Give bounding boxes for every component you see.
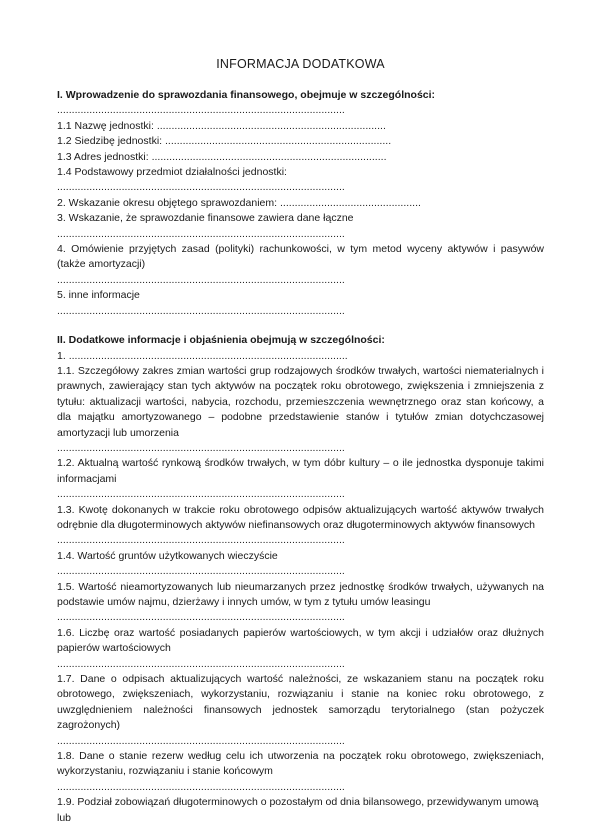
- dot-leader-line: ..................................................................................................: [57, 304, 544, 319]
- field-line: [57, 349, 544, 364]
- dot-leader: ...............................................................................................: [69, 350, 348, 362]
- dot-leader-line: ..................................................................................................: [57, 734, 544, 749]
- text-line: 3. Wskazanie, że sprawozdanie finansowe zawiera dane łączne: [57, 211, 544, 226]
- dot-leader-line: ..................................................................................................: [57, 103, 544, 118]
- text-line: 1.9. Podział zobowiązań długoterminowych o pozostałym od dnia bilansowego, przewidywanym umową lub: [57, 795, 544, 826]
- paragraph: 1.5. Wartość nieamortyzowanych lub nieumarzanych przez jednostkę środków trwałych, używanych na podstawie umów najmu, dzierżawy i innych umów, w tym z tytułu umów leasingu: [57, 580, 544, 611]
- text-line: 5. inne informacje: [57, 288, 544, 303]
- section-wprowadzenie-body: [57, 103, 544, 319]
- paragraph: 1.2. Aktualną wartość rynkową środków trwałych, w tym dóbr kultury – o ile jednostka dysponuje takimi informacjami: [57, 456, 544, 487]
- section-wprowadzenie: [57, 88, 544, 319]
- field-label: 1.: [57, 350, 69, 362]
- dot-leader: ................................................: [280, 197, 421, 209]
- section-dodatkowe-informacje: [57, 333, 544, 826]
- dot-leader: ..............................................................................: [157, 120, 386, 132]
- section-dodatkowe-informacje-body: [57, 349, 544, 826]
- document-title: INFORMACJA DODATKOWA: [57, 57, 544, 71]
- dot-leader-line: ..................................................................................................: [57, 564, 544, 579]
- field-label: 1.3 Adres jednostki:: [57, 151, 152, 163]
- dot-leader: .............................................................................: [165, 135, 391, 147]
- field-label: 1.1 Nazwę jednostki:: [57, 120, 157, 132]
- dot-leader-line: ..................................................................................................: [57, 180, 544, 195]
- dot-leader-line: ..................................................................................................: [57, 780, 544, 795]
- dot-leader-line: ..................................................................................................: [57, 487, 544, 502]
- field-line: [57, 196, 544, 211]
- section-dodatkowe-informacje-heading: II. Dodatkowe informacje i objaśnienia obejmują w szczególności:: [57, 333, 544, 348]
- paragraph: 1.6. Liczbę oraz wartość posiadanych papierów wartościowych, w tym akcji i udziałów oraz dłużnych papierów wartościowych: [57, 626, 544, 657]
- field-label: 2. Wskazanie okresu objętego sprawozdaniem:: [57, 197, 280, 209]
- text-line: 1.4 Podstawowy przedmiot działalności jednostki:: [57, 165, 544, 180]
- dot-leader-line: ..................................................................................................: [57, 273, 544, 288]
- dot-leader-line: ..................................................................................................: [57, 227, 544, 242]
- dot-leader-line: ..................................................................................................: [57, 533, 544, 548]
- field-line: [57, 119, 544, 134]
- dot-leader-line: ..................................................................................................: [57, 441, 544, 456]
- field-label: 1.2 Siedzibę jednostki:: [57, 135, 165, 147]
- section-wprowadzenie-heading: I. Wprowadzenie do sprawozdania finansowego, obejmuje w szczególności:: [57, 88, 544, 103]
- paragraph: 1.3. Kwotę dokonanych w trakcie roku obrotowego odpisów aktualizujących wartość aktywów trwałych odrębnie dla długoterminowych aktywów niefinansowych oraz długoterminowych aktywów finansowych: [57, 503, 544, 534]
- paragraph: 1.8. Dane o stanie rezerw według celu ich utworzenia na początek roku obrotowego, zwiększeniach, wykorzystaniu, rozwiązaniu i stanie końcowym: [57, 749, 544, 780]
- dot-leader-line: ..................................................................................................: [57, 657, 544, 672]
- field-line: [57, 134, 544, 149]
- dot-leader-line: ..................................................................................................: [57, 610, 544, 625]
- paragraph: 1.7. Dane o odpisach aktualizujących wartość należności, ze wskazaniem stanu na początek roku obrotowego, zwiększeniach, wykorzystaniu, rozwiązaniu i stanie na koniec roku obrotowego, z uwzględnieniem należności finansowych jednostek samorządu terytorialnego (stan pożyczek zagrożonych): [57, 672, 544, 734]
- field-line: [57, 150, 544, 165]
- paragraph: 4. Omówienie przyjętych zasad (polityki) rachunkowości, w tym metod wyceny aktywów i pasywów (także amortyzacji): [57, 242, 544, 273]
- dot-leader: ................................................................................: [152, 151, 387, 163]
- paragraph: 1.1. Szczegółowy zakres zmian wartości grup rodzajowych środków trwałych, wartości niematerialnych i prawnych, zawierający stan tych aktywów na początek roku obrotowego, zwiększenia i zmniejszenia z tytułu: aktualizacji wartości, nabycia, rozchodu, przemieszczenia wewnętrznego oraz stan końcowy, a dla majątku amortyzowanego – podobne przedstawienie stanów i tytułów zmian dotychczasowej amortyzacji lub umorzenia: [57, 364, 544, 441]
- text-line: 1.4. Wartość gruntów użytkowanych wieczyście: [57, 549, 544, 564]
